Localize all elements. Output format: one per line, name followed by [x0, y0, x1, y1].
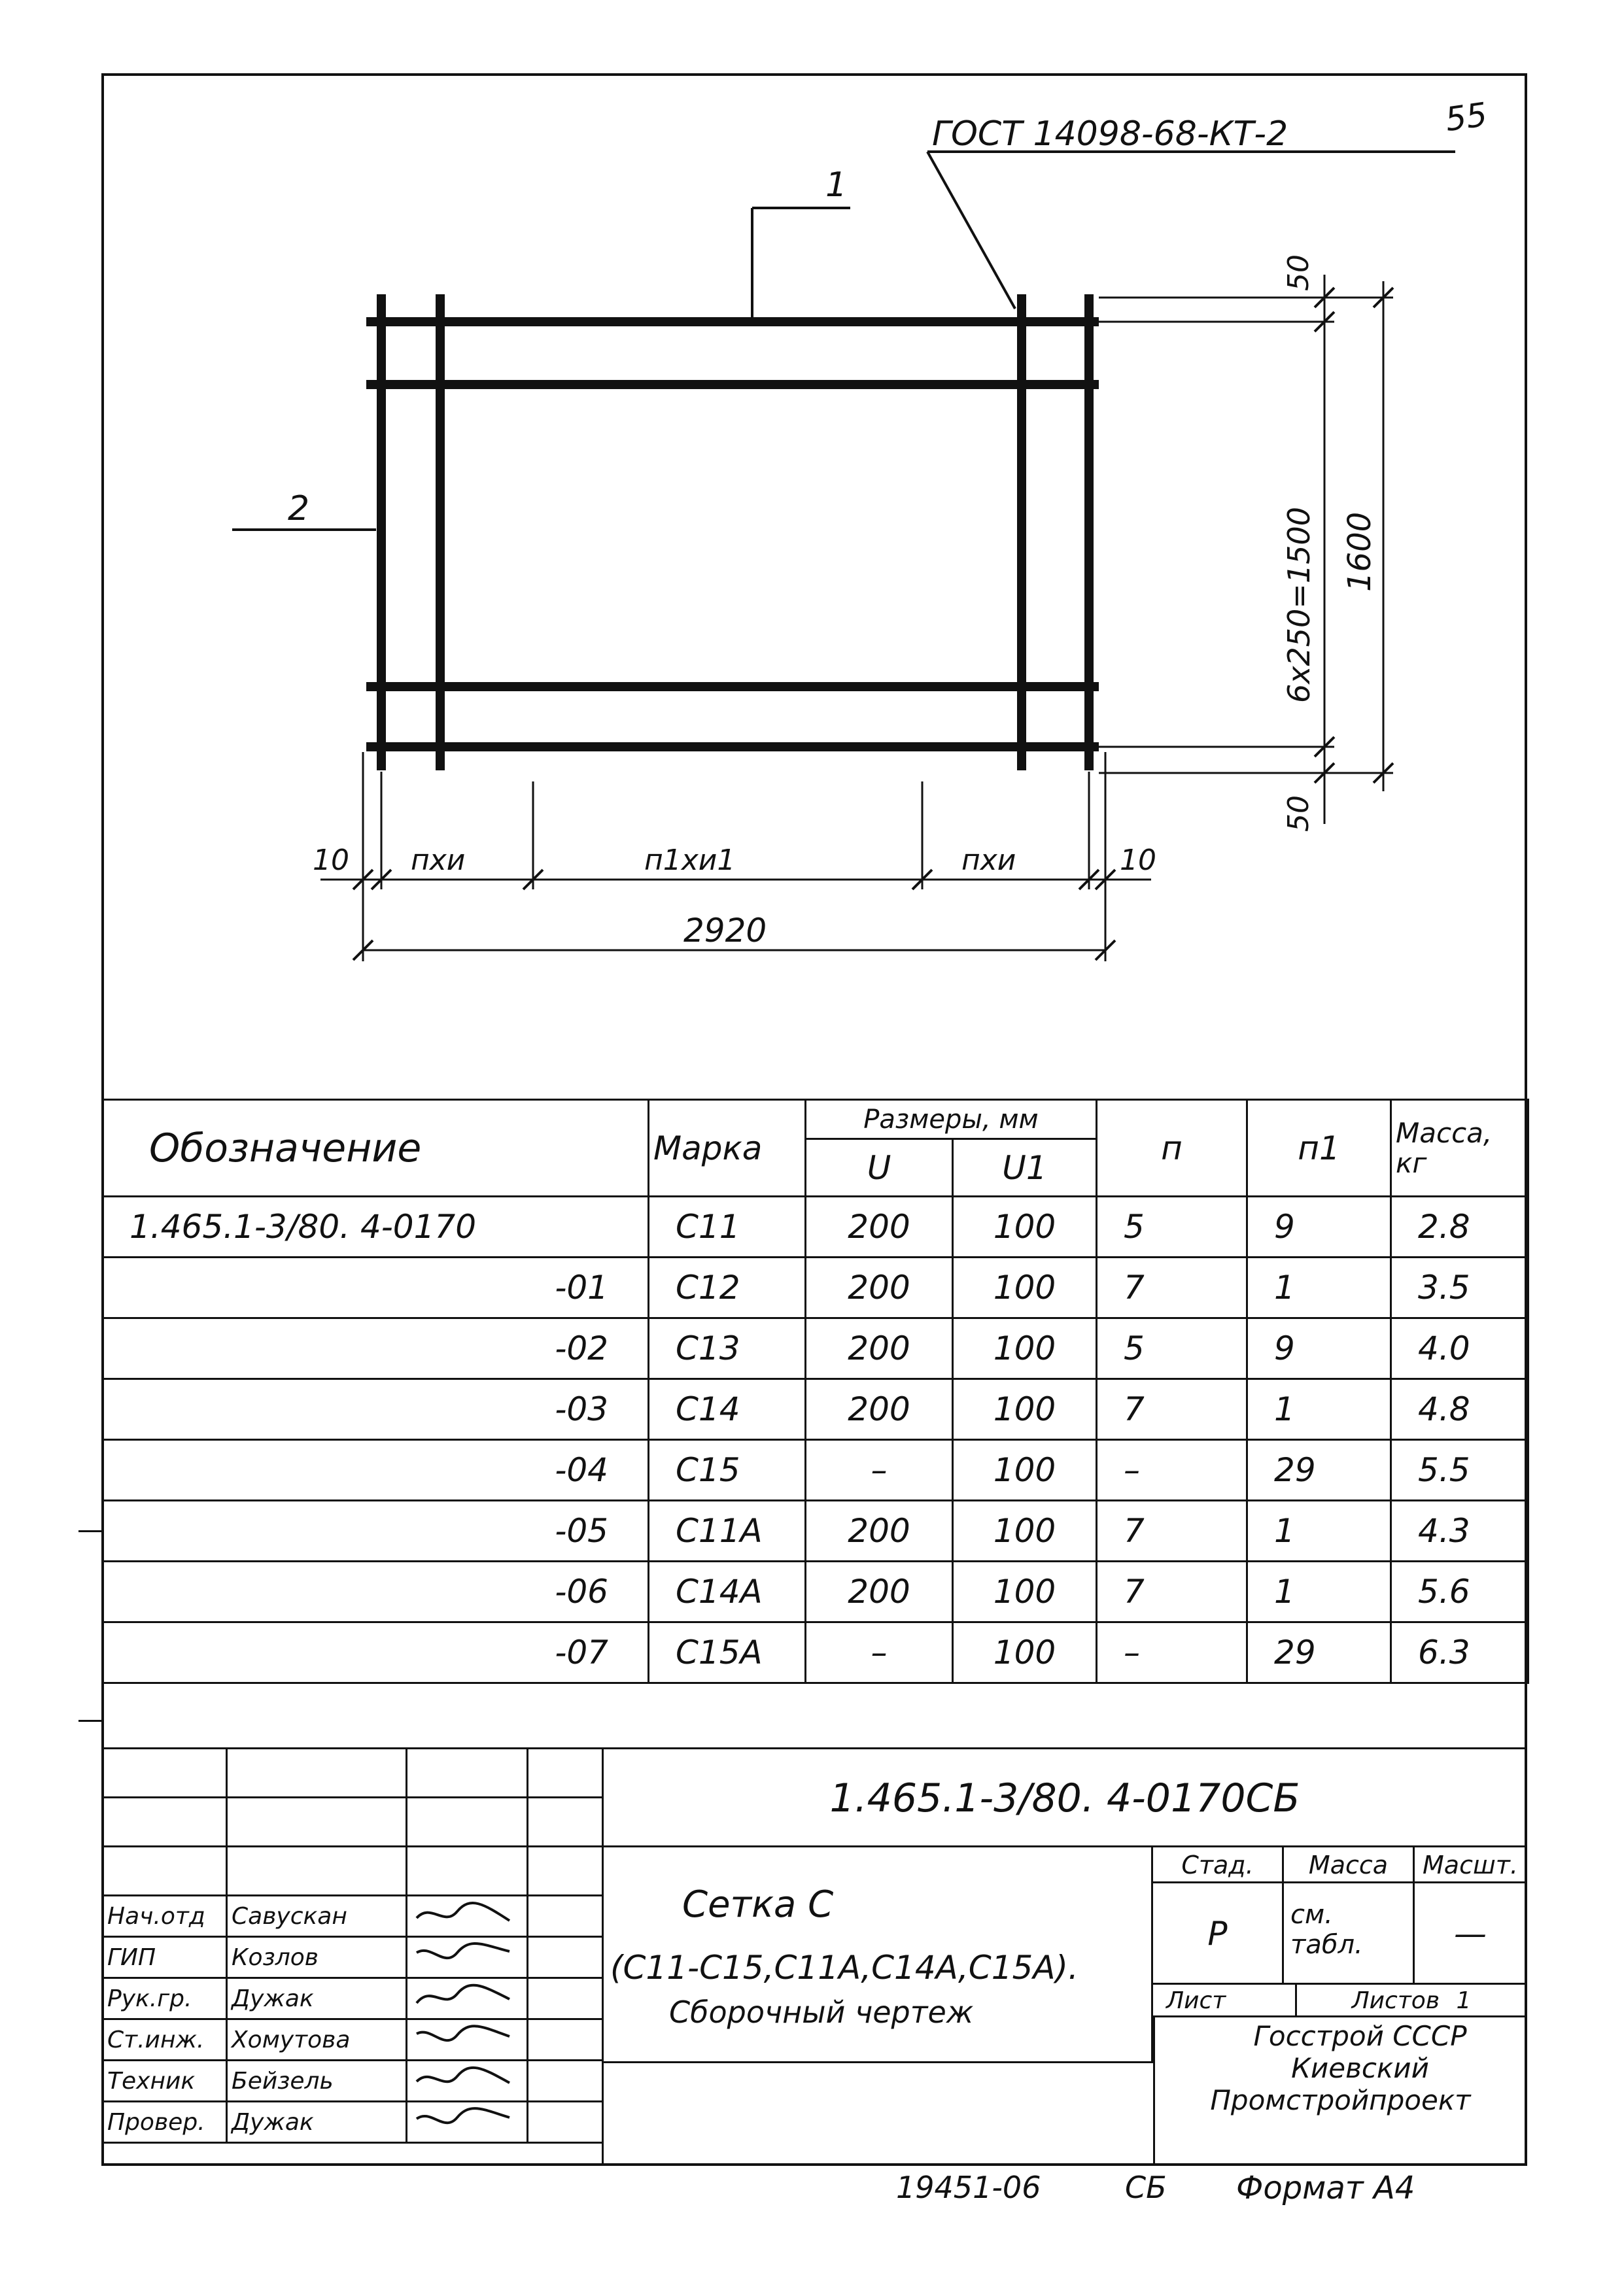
org-line1: Госстрой СССР — [1253, 2020, 1467, 2052]
sheets-cell — [1297, 1985, 1526, 2017]
cell-designation: -02 — [103, 1318, 649, 1379]
dim-left-edge: 10 — [313, 844, 349, 877]
table-row — [103, 1501, 1529, 1562]
cell-u1: 100 — [953, 1197, 1097, 1258]
signoff-role: Ст.инж. — [103, 2019, 227, 2061]
cell-n: 7 — [1097, 1379, 1247, 1440]
cell-u: 200 — [806, 1562, 953, 1622]
dim-total-width: 2920 — [683, 912, 767, 950]
signature-mark — [411, 2104, 516, 2134]
signoff-role: Нач.отд — [103, 1896, 227, 1937]
sheet-label: Лист — [1153, 1985, 1297, 2017]
cell-mass: 2.8 — [1391, 1197, 1529, 1258]
title-line3: Сборочный чертеж — [669, 1995, 974, 2030]
cell-n: 5 — [1097, 1197, 1247, 1258]
signoff-name: Хомутова — [227, 2019, 407, 2061]
cell-mass: 3.5 — [1391, 1258, 1529, 1318]
table-row — [103, 1562, 1529, 1622]
cell-u: – — [806, 1622, 953, 1683]
cell-u: 200 — [806, 1197, 953, 1258]
sheets-label: Листов — [1351, 1987, 1440, 2014]
org-line3: Промстройпроект — [1210, 2084, 1471, 2116]
table-row — [103, 1197, 1529, 1258]
signoff-cell — [528, 1978, 603, 2019]
cell-designation: -04 — [103, 1440, 649, 1501]
doc-code: 1.465.1-3/80. 4-0170СБ — [604, 1749, 1526, 1847]
signoff-cell — [227, 1847, 407, 1896]
callout-1: 1 — [825, 165, 848, 205]
signoff-name: Дужак — [227, 2102, 407, 2143]
header-u: U — [806, 1139, 953, 1197]
title-line2: (С11-С15,С11А,С14А,С15А). — [610, 1949, 1079, 1987]
signoff-role: ГИП — [103, 1937, 227, 1978]
signoff-name: Бейзель — [227, 2061, 407, 2102]
title-area — [604, 1847, 1153, 2063]
cell-u1: 100 — [953, 1622, 1097, 1683]
cell-n1: 1 — [1247, 1501, 1391, 1562]
signature — [407, 2061, 528, 2102]
signoff-cell — [103, 1798, 227, 1847]
table-row — [103, 1379, 1529, 1440]
signoff-name: Савускан — [227, 1896, 407, 1937]
cell-mark: С13 — [649, 1318, 806, 1379]
cell-mark: С14А — [649, 1562, 806, 1622]
signature-mark — [411, 1981, 516, 2011]
footer-format: Формат А4 — [1236, 2170, 1415, 2206]
header-mass: Масса, кг — [1391, 1100, 1529, 1197]
cell-n: 7 — [1097, 1501, 1247, 1562]
cell-designation: 1.465.1-3/80. 4-0170 — [103, 1197, 649, 1258]
cell-u1: 100 — [953, 1501, 1097, 1562]
signoff-row — [103, 2102, 603, 2143]
signoff-cell — [528, 1896, 603, 1937]
signoff-cell — [528, 2019, 603, 2061]
signoff-cell — [528, 1798, 603, 1847]
signature — [407, 1978, 528, 2019]
signoff-row — [103, 1798, 603, 1847]
binding-mark — [78, 1530, 101, 1532]
gost-label: ГОСТ 14098-68-КТ-2 — [932, 114, 1288, 154]
cell-mark: С15А — [649, 1622, 806, 1683]
cell-mark: С12 — [649, 1258, 806, 1318]
header-designation: Обозначение — [103, 1100, 649, 1197]
signature — [407, 2019, 528, 2061]
dim-bottom-offset: 50 — [1282, 795, 1315, 832]
signoff-row — [103, 1847, 603, 1896]
signoff-name: Дужак — [227, 1978, 407, 2019]
mesh-drawing — [0, 0, 1624, 1099]
cell-n1: 29 — [1247, 1440, 1391, 1501]
signoff-row — [103, 1937, 603, 1978]
signoff-role: Провер. — [103, 2102, 227, 2143]
footer-inventory: 19451-06 — [896, 2170, 1041, 2205]
header-n: п — [1097, 1100, 1247, 1197]
cell-designation: -01 — [103, 1258, 649, 1318]
cell-designation: -05 — [103, 1501, 649, 1562]
header-n1: п1 — [1247, 1100, 1391, 1197]
cell-mark: С11А — [649, 1501, 806, 1562]
cell-n1: 1 — [1247, 1562, 1391, 1622]
mass-label: Масса — [1284, 1847, 1415, 1883]
cell-mass: 6.3 — [1391, 1622, 1529, 1683]
signoff-row — [103, 2019, 603, 2061]
dim-total-height: 1600 — [1341, 511, 1378, 592]
signoff-cell — [103, 1847, 227, 1896]
signoff-cell — [407, 1749, 528, 1798]
signoff-row — [103, 1978, 603, 2019]
signoff-grid — [101, 1747, 604, 2144]
signature — [407, 1896, 528, 1937]
cell-u: 200 — [806, 1318, 953, 1379]
signoff-row — [103, 1749, 603, 1798]
cell-mark: С14 — [649, 1379, 806, 1440]
cell-mark: С11 — [649, 1197, 806, 1258]
cell-n: 7 — [1097, 1258, 1247, 1318]
signature-mark — [411, 2022, 516, 2052]
signoff-role: Техник — [103, 2061, 227, 2102]
stage-value: Р — [1153, 1883, 1284, 1985]
callout-2: 2 — [288, 489, 310, 528]
table-row — [103, 1318, 1529, 1379]
stage-label: Стад. — [1153, 1847, 1284, 1883]
spec-table — [101, 1099, 1529, 1684]
organization — [1153, 2017, 1526, 2165]
footer-copy: СБ — [1125, 2170, 1167, 2205]
scale-label: Масшт. — [1415, 1847, 1526, 1883]
cell-u: 200 — [806, 1379, 953, 1440]
cell-designation: -03 — [103, 1379, 649, 1440]
mass-value: см. табл. — [1284, 1883, 1415, 1985]
cell-mass: 4.8 — [1391, 1379, 1529, 1440]
header-sizes: Размеры, мм — [806, 1100, 1097, 1139]
signoff-cell — [103, 1749, 227, 1798]
dim-vertical-spacing: 6х250=1500 — [1281, 507, 1317, 703]
dim-middle-segment: п1хи1 — [644, 844, 736, 877]
signoff-role: Рук.гр. — [103, 1978, 227, 2019]
cell-u1: 100 — [953, 1258, 1097, 1318]
cell-u: – — [806, 1440, 953, 1501]
table-row — [103, 1258, 1529, 1318]
cell-mass: 4.0 — [1391, 1318, 1529, 1379]
header-mark: Марка — [649, 1100, 806, 1197]
table-row — [103, 1622, 1529, 1683]
dim-right-edge: 10 — [1120, 844, 1156, 877]
cell-u1: 100 — [953, 1562, 1097, 1622]
dim-right-segment: пхи — [961, 844, 1016, 877]
cell-u: 200 — [806, 1501, 953, 1562]
cell-n1: 9 — [1247, 1318, 1391, 1379]
signoff-cell — [528, 1749, 603, 1798]
signoff-cell — [528, 2102, 603, 2143]
signoff-row — [103, 2061, 603, 2102]
org-line2: Киевский — [1291, 2052, 1429, 2084]
signature — [407, 1937, 528, 1978]
title-line1: Сетка С — [682, 1883, 834, 1926]
title-block — [602, 1747, 1527, 2166]
signoff-cell — [407, 1847, 528, 1896]
signoff-cell — [528, 2061, 603, 2102]
dim-left-segment: пхи — [411, 844, 466, 877]
cell-u1: 100 — [953, 1318, 1097, 1379]
signoff-cell — [407, 1798, 528, 1847]
signoff-cell — [227, 1749, 407, 1798]
cell-mass: 4.3 — [1391, 1501, 1529, 1562]
signature-mark — [411, 1940, 516, 1970]
cell-mass: 5.5 — [1391, 1440, 1529, 1501]
signoff-cell — [528, 1847, 603, 1896]
signoff-row — [103, 1896, 603, 1937]
signature-mark — [411, 2063, 516, 2093]
cell-u1: 100 — [953, 1379, 1097, 1440]
binding-mark — [78, 1720, 101, 1722]
signature — [407, 2102, 528, 2143]
cell-u: 200 — [806, 1258, 953, 1318]
signoff-cell — [528, 1937, 603, 1978]
cell-n1: 1 — [1247, 1258, 1391, 1318]
header-u1: U1 — [953, 1139, 1097, 1197]
cell-mass: 5.6 — [1391, 1562, 1529, 1622]
cell-n1: 29 — [1247, 1622, 1391, 1683]
cell-n: 7 — [1097, 1562, 1247, 1622]
signoff-cell — [227, 1798, 407, 1847]
sheets-value: 1 — [1456, 1987, 1472, 2014]
cell-n1: 9 — [1247, 1197, 1391, 1258]
dim-top-offset: 50 — [1282, 254, 1315, 291]
cell-n: – — [1097, 1440, 1247, 1501]
table-row — [103, 1440, 1529, 1501]
scale-value: — — [1415, 1883, 1526, 1985]
corner-sheet-number: 55 — [1443, 95, 1490, 139]
cell-n: – — [1097, 1622, 1247, 1683]
signoff-name: Козлов — [227, 1937, 407, 1978]
cell-mark: С15 — [649, 1440, 806, 1501]
cell-designation: -06 — [103, 1562, 649, 1622]
cell-designation: -07 — [103, 1622, 649, 1683]
signature-mark — [411, 1898, 516, 1928]
cell-u1: 100 — [953, 1440, 1097, 1501]
cell-n1: 1 — [1247, 1379, 1391, 1440]
cell-n: 5 — [1097, 1318, 1247, 1379]
